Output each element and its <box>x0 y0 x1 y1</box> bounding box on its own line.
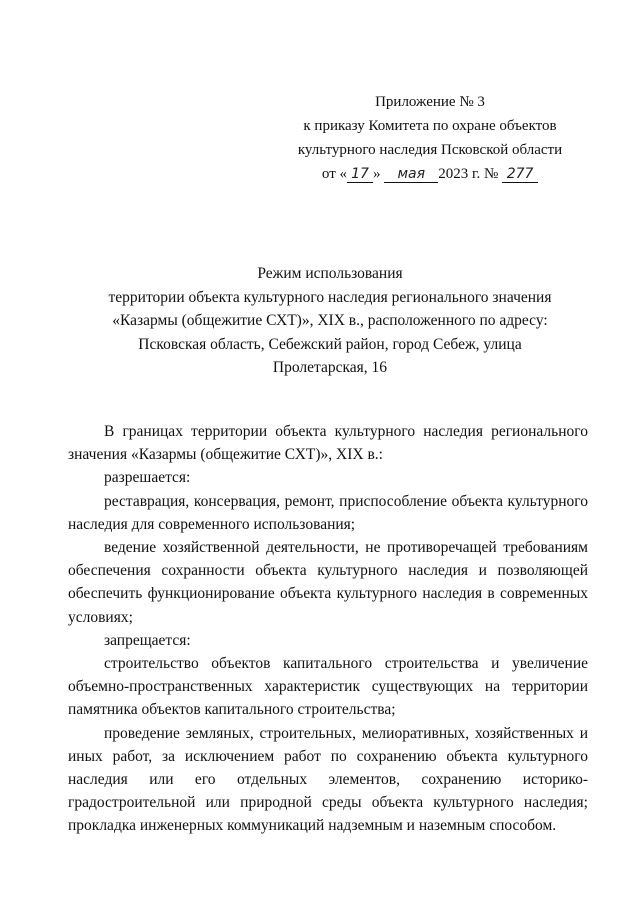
title-line-1: Режим использования <box>257 265 403 282</box>
title-line-5: Пролетарская, 16 <box>272 359 388 376</box>
date-year: 2023 г. <box>438 166 481 182</box>
number-prefix: № <box>484 166 499 182</box>
paragraph-intro: В границах территории объекта культурного наследия регионального значения «Казармы (общежитие СХТ)», XIX в.: <box>68 423 588 464</box>
date-day-handwritten: 17 <box>347 166 373 183</box>
order-reference: к приказу Комитета по охране объектов <box>303 118 557 134</box>
document-title <box>70 262 590 380</box>
date-mid: » <box>373 166 381 182</box>
paragraph-forbidden-1: строительство объектов капитального строительства и увеличение объемно-пространственных характеристик существующих на территории памятника объектов капитального строительства; <box>68 655 588 719</box>
paragraph-allowed-1: реставрация, консервация, ремонт, приспособление объекта культурного наследия для современного использования; <box>68 492 588 533</box>
title-line-3: «Казармы (общежитие СХТ)», XIX в., расположенного по адресу: <box>112 312 548 329</box>
document-body <box>68 420 588 838</box>
order-number-handwritten: 277 <box>502 166 538 183</box>
date-month-handwritten: мая <box>384 166 438 183</box>
appendix-number: Приложение № 3 <box>375 94 485 110</box>
title-line-4: Псковская область, Себежский район, город Себеж, улица <box>138 335 522 353</box>
paragraph-forbidden-heading: запрещается: <box>104 631 191 649</box>
paragraph-allowed-2: ведение хозяйственной деятельности, не противоречащей требованиям обеспечения сохранности объекта культурного наследия и позволяющей обеспечить функционирование объекта культурного наследия в современных условиях; <box>68 539 588 626</box>
title-line-2: территории объекта культурного наследия регионального значения <box>108 288 552 306</box>
paragraph-forbidden-2: проведение земляных, строительных, мелиоративных, хозяйственных и иных работ, за исключением работ по сохранению объекта культурного наследия или его отдельных элементов, сохранению историко-градостроительной или природной среды объекта культурного наследия; прокладка инженерных коммуникаций надземным и наземным способом. <box>68 724 588 835</box>
appendix-header <box>280 90 580 186</box>
order-date-line <box>280 162 580 186</box>
paragraph-allowed-heading: разрешается: <box>104 469 191 487</box>
date-prefix: от « <box>321 166 348 182</box>
committee-name: культурного наследия Псковской области <box>297 142 563 158</box>
